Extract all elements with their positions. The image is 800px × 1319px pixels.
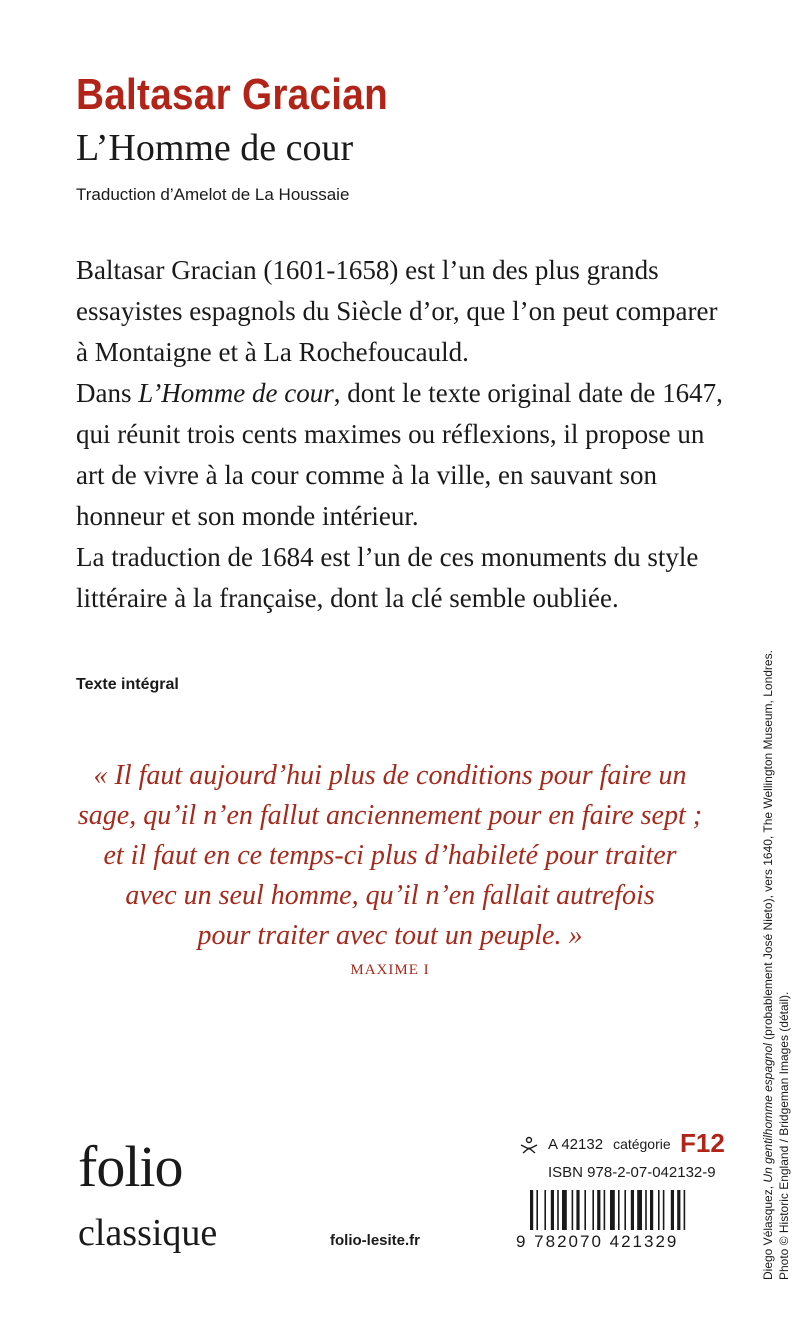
credit-line-1 [760,620,776,1280]
blurb [76,250,736,619]
quote [60,756,720,956]
barcode [530,1190,726,1230]
article-code-line [548,1136,671,1153]
credit-line-2: Photo © Historic England / Bridgeman Images (détail). [777,991,791,1280]
blurb-paragraph-3: La traduction de 1684 est l’un de ces monuments du style littéraire à la française, dont la clé semble oubliée. [76,542,699,613]
quote-line: pour traiter avec tout un peuple. » [197,920,583,951]
publisher-logo-classique: classique [78,1212,218,1254]
publisher-mark-icon [518,1136,540,1156]
author-name: Baltasar Gracian [76,70,389,119]
credit-suffix: (probablement José Nieto), vers 1640, The Wellington Museum, Londres. [761,650,775,1044]
category-label: catégorie [613,1136,671,1152]
category-code: F12 [680,1128,725,1158]
credit-artwork-title: Un gentilhomme espagnol [761,1043,775,1183]
quote-line: avec un seul homme, qu’il n’en fallait autrefois [125,880,655,911]
translator-credit: Traduction d’Amelot de La Houssaie [76,185,350,204]
quote-line: « Il faut aujourd’hui plus de conditions pour faire un [93,760,687,791]
blurb-p2-title: L’Homme de cour [138,378,334,408]
edition-note: Texte intégral [76,676,179,693]
quote-line: et il faut en ce temps-ci plus d’habileté pour traiter [103,840,677,871]
blurb-p2-suffix: , dont le texte original date de 1647, qui réunit trois cents maximes ou réflexions, il propose un art de vivre à la cour comme à la ville, en sauvant son honneur et son monde intérieur. [76,378,723,531]
publisher-website[interactable]: folio-lesite.fr [330,1232,421,1249]
quote-line: sage, qu’il n’en fallut anciennement pour en faire sept ; [77,800,703,831]
image-credit [760,620,792,1280]
barcode-digits: 9 782070 421329 [516,1232,679,1251]
book-title: L’Homme de cour [76,127,354,169]
blurb-paragraph-1: Baltasar Gracian (1601-1658) est l’un des plus grands essayistes espagnols du Siècle d’or, que l’on peut comparer à Montaigne et à La Rochefoucauld. [76,255,718,367]
blurb-p2-prefix: Dans [76,378,139,408]
isbn: ISBN 978-2-07-042132-9 [548,1164,716,1181]
publisher-logo-folio: folio [78,1134,183,1199]
quote-source: MAXIME I [350,962,430,978]
blurb-paragraph-2 [76,373,736,537]
article-code: A 42132 [548,1136,604,1153]
credit-prefix: Diego Vélasquez, [761,1182,775,1280]
